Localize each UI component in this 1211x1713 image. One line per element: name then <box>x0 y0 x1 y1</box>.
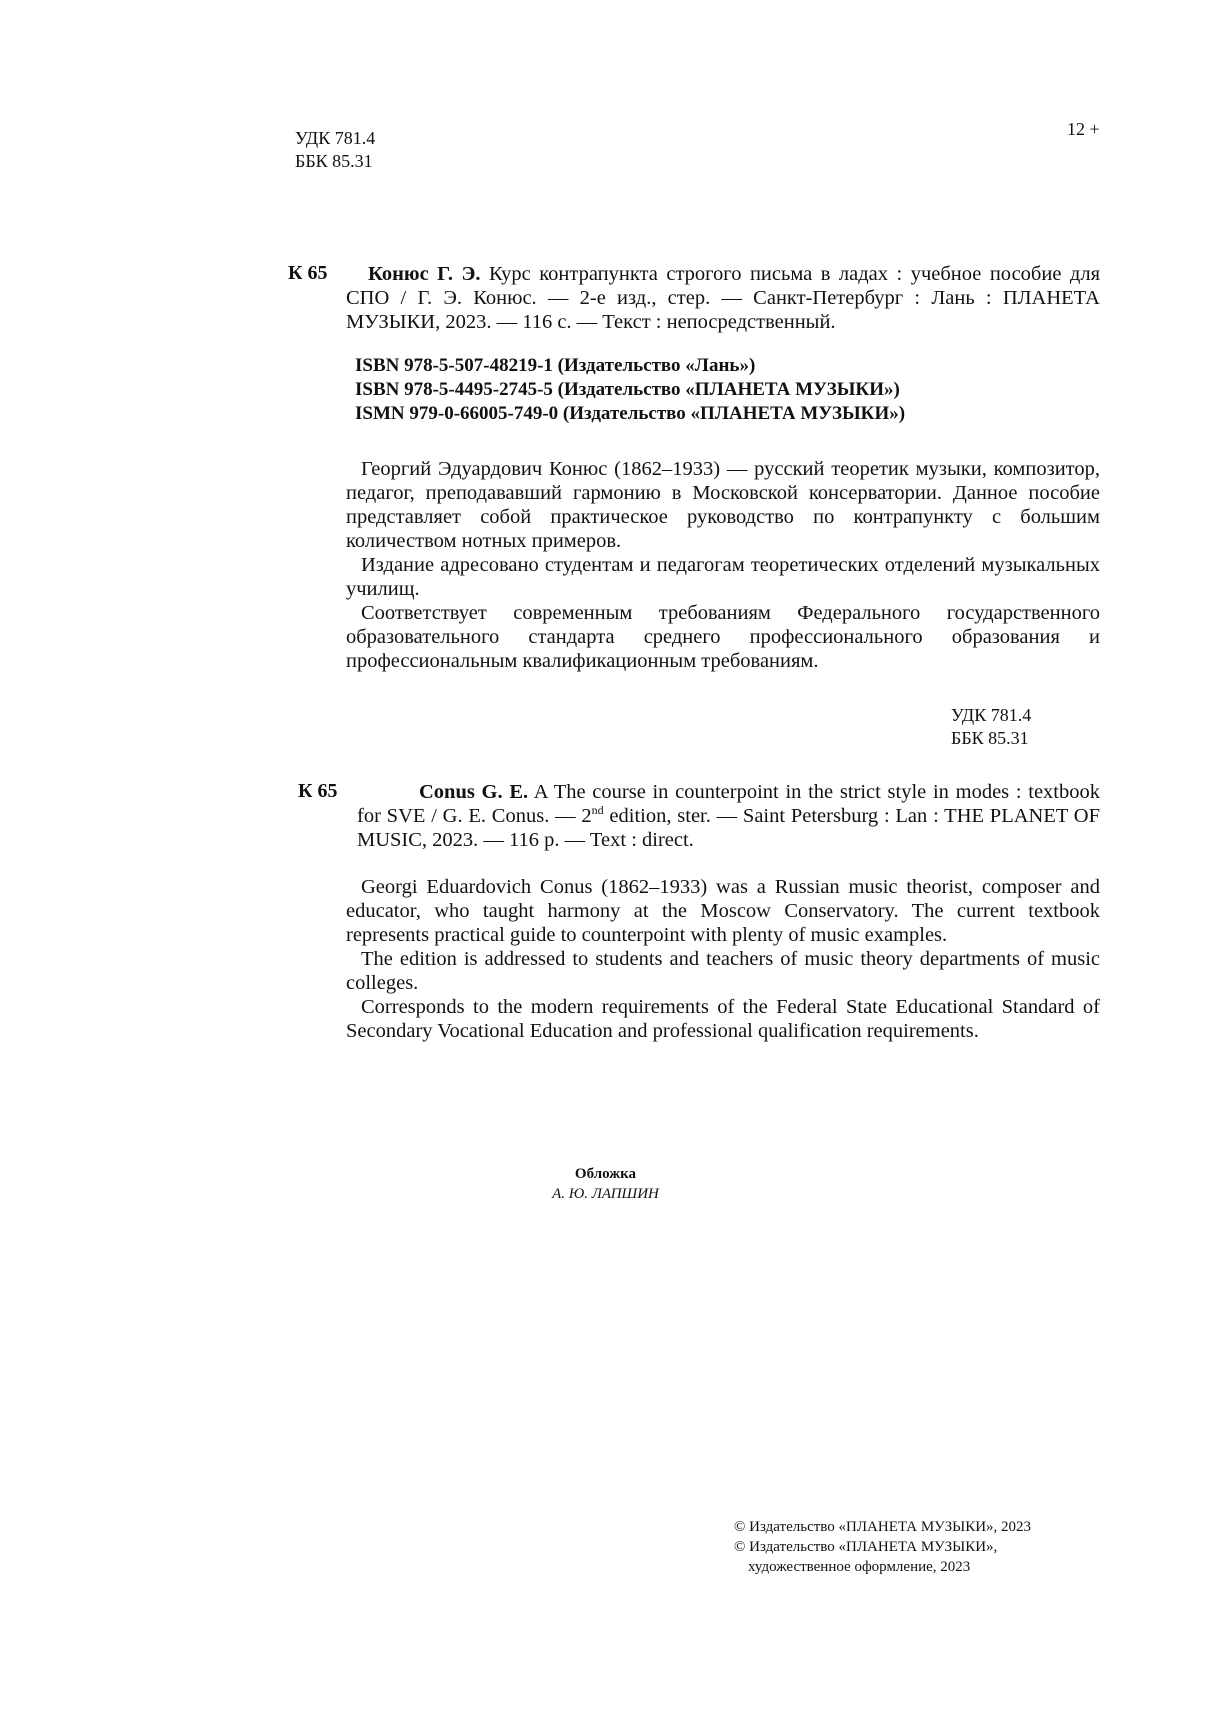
bibliographic-record-ru <box>346 262 1100 334</box>
copyright-line: художественное оформление, 2023 <box>748 1559 971 1575</box>
edition-superscript: nd <box>591 803 604 818</box>
cover-credit-title: Обложка <box>574 1166 637 1182</box>
udk-code: УДК 781.4 <box>951 705 1032 725</box>
bib-text-en-part2: edition, ster. — Saint Petersburg : Lan : THE PLANET OF MUSIC, 2023. — 116 p. — Text : direct. <box>357 805 1100 851</box>
isbn-lan: ISBN 978-5-507-48219-1 (Издательство «Лань») <box>355 355 756 376</box>
udk-code: УДК 781.4 <box>295 128 376 148</box>
bbk-code: ББК 85.31 <box>295 151 373 171</box>
copyright-block <box>734 1517 1031 1577</box>
bbk-code: ББК 85.31 <box>951 728 1029 748</box>
top-classification <box>295 127 375 173</box>
bottom-classification <box>951 704 1031 750</box>
bib-text-en-part1: A The course in counterpoint in the strict style in modes : textbook for SVE / G. E. Conus. — 2 <box>357 781 1100 827</box>
isbn-block <box>355 354 905 426</box>
isbn-planeta: ISBN 978-5-4495-2745-5 (Издательство «ПЛАНЕТА МУЗЫКИ») <box>355 379 900 400</box>
annotation-en <box>346 875 1100 1043</box>
annotation-en-para: Georgi Eduardovich Conus (1862–1933) was a Russian music theorist, composer and educator, who taught harmony at the Moscow Conservatory. The current textbook represents practical guide to counterpoint with plenty of music examples. <box>346 876 1100 946</box>
author-name-en: Conus G. E. <box>419 781 529 803</box>
cover-credit-name: А. Ю. ЛАПШИН <box>552 1186 659 1202</box>
ismn-planeta: ISMN 979-0-66005-749-0 (Издательство «ПЛАНЕТА МУЗЫКИ») <box>355 403 906 424</box>
annotation-ru-para: Соответствует современным требованиям Федерального государственного образовательного стандарта среднего профессионального образования и профессиональным квалификационным требованиям. <box>346 602 1100 672</box>
annotation-en-para: The edition is addressed to students and teachers of music theory departments of music colleges. <box>346 948 1100 994</box>
author-mark-ru: К 65 <box>288 262 328 284</box>
bibliographic-record-en <box>357 780 1100 852</box>
annotation-en-para: Corresponds to the modern requirements of the Federal State Educational Standard of Secondary Vocational Education and professional qualification requirements. <box>346 996 1100 1042</box>
annotation-ru-para: Георгий Эдуардович Конюс (1862–1933) — русский теоретик музыки, композитор, педагог, преподававший гармонию в Московской консерватории. Данное пособие представляет собой практическое руководство по контрапункту с большим количеством нотных примеров. <box>346 458 1100 552</box>
annotation-ru <box>346 457 1100 673</box>
copyright-line: © Издательство «ПЛАНЕТА МУЗЫКИ», 2023 <box>734 1519 1032 1535</box>
bib-text-ru: Курс контрапункта строгого письма в ладах : учебное пособие для СПО / Г. Э. Конюс. — 2-е изд., стер. — Санкт-Петербург : Лань : ПЛАНЕТА МУЗЫКИ, 2023. — 116 с. — Текст : непосредственный. <box>346 263 1100 333</box>
author-mark-en: К 65 <box>298 780 338 802</box>
author-name-ru: Конюс Г. Э. <box>368 263 481 285</box>
copyright-line: © Издательство «ПЛАНЕТА МУЗЫКИ», <box>734 1539 998 1555</box>
age-rating: 12 + <box>1067 119 1100 139</box>
annotation-ru-para: Издание адресовано студентам и педагогам теоретических отделений музыкальных училищ. <box>346 554 1100 600</box>
cover-credit <box>0 1164 1211 1204</box>
